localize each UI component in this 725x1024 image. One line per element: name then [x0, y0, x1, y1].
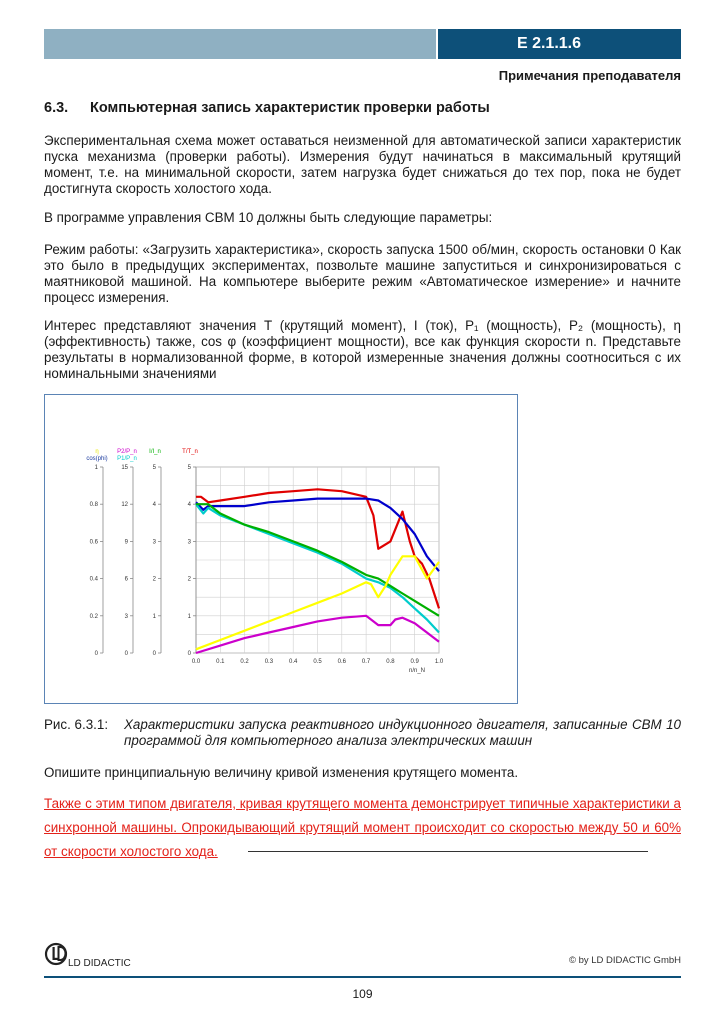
y-tick-label: 1	[187, 613, 191, 620]
x-tick-label: 0.0	[191, 659, 201, 665]
y-tick-label: 3	[187, 539, 191, 546]
y-axis-label: P2/P_n	[117, 449, 137, 455]
y-tick-label: 2	[152, 576, 156, 583]
y-tick-label: 3	[124, 613, 128, 620]
y-axis-label: T/T_n	[182, 449, 198, 455]
figure-caption-text: Характеристики запуска реактивного индукционного двигателя, записанные CBM 10 программой для компьютерного анализа электрических машин	[124, 717, 681, 748]
y-tick-label: 1	[152, 613, 156, 620]
y-tick-label: 4	[187, 502, 191, 509]
y-tick-label: 0.4	[89, 576, 98, 583]
x-tick-label: 0.8	[386, 659, 395, 665]
y-axis-label: I/I_n	[149, 449, 161, 455]
answer-text: Также с этим типом двигателя, кривая крутящего момента демонстрирует типичные характеристики а синхронной машины. Опрокидывающий крутящий момент происходит со скоростью между 50 и 60% от скорости холостого хода.	[44, 796, 681, 859]
section-title: Компьютерная запись характеристик проверки работы	[90, 100, 490, 116]
logo-text: LD DIDACTIC	[68, 958, 131, 969]
y-tick-label: 0.6	[89, 539, 98, 546]
y-tick-label: 4	[152, 502, 156, 509]
x-tick-label: 0.4	[289, 659, 298, 665]
x-tick-label: 0.5	[313, 659, 322, 665]
x-tick-label: 0.7	[361, 659, 371, 665]
paragraph-values: Интерес представляют значения T (крутящий момент), I (ток), P₁ (мощность), P₂ (мощность), η (эффективность) также, cos φ (коэффициент мощности), все как функция скорости n. Представьте результаты в нормализованной форме, в которой измеренные значения должны соотноситься с их номинальными значениями	[44, 318, 681, 381]
x-tick-label: 0.1	[216, 659, 225, 665]
y-tick-label: 15	[121, 465, 128, 471]
y-axis-label: η	[95, 449, 99, 455]
y-tick-label: 9	[124, 539, 128, 546]
document-code: E 2.1.1.6	[438, 29, 681, 59]
x-tick-label: 0.9	[410, 659, 419, 665]
question-text: Опишите принципиальную величину кривой изменения крутящего момента.	[44, 765, 519, 780]
y-tick-label: 0	[124, 651, 128, 657]
y-tick-label: 2	[187, 576, 191, 583]
figure-frame	[44, 394, 518, 704]
y-tick-label: 6	[124, 576, 128, 583]
paragraph-parameters: В программе управления CBM 10 должны быть следующие параметры:	[44, 210, 493, 225]
y-tick-label: 0	[187, 651, 191, 657]
y-axis-sublabel: P1/P_n	[117, 456, 137, 462]
answer-line	[248, 851, 648, 852]
y-tick-label: 0.8	[89, 502, 98, 509]
y-tick-label: 3	[152, 539, 156, 546]
y-tick-label: 0	[152, 651, 156, 657]
footer-divider	[44, 976, 681, 978]
y-tick-label: 12	[121, 502, 128, 509]
section-number: 6.3.	[44, 100, 69, 116]
header-subtitle: Примечания преподавателя	[498, 68, 681, 83]
page-number: 109	[352, 987, 373, 1001]
x-tick-label: 0.6	[337, 659, 346, 665]
figure-caption-label: Рис. 6.3.1:	[44, 717, 109, 732]
section-heading	[44, 100, 490, 116]
header-bar-decoration	[44, 29, 436, 59]
paragraph-mode: Режим работы: «Загрузить характеристика», скорость запуска 1500 об/мин, скорость остановки 0 Как это было в предыдущих экспериментах, позвольте машине запуститься и синхронизироваться с маятниковой машиной. На компьютере выберите режим «Автоматическое измерение» и начните процесс измерения.	[44, 242, 681, 305]
y-tick-label: 0	[94, 651, 98, 657]
y-tick-label: 5	[152, 465, 156, 471]
y-tick-label: 0.2	[89, 613, 98, 620]
x-axis-label: n/n_N	[409, 668, 426, 674]
y-tick-label: 5	[187, 465, 191, 471]
x-tick-label: 0.3	[264, 659, 274, 665]
y-axis-sublabel: cos(phi)	[86, 456, 108, 462]
y-tick-label: 1	[94, 465, 98, 471]
paragraph-intro: Экспериментальная схема может оставаться неизменной для автоматической записи характеристик пуска механизма (проверки работы). Измерения будут начинаться в максимальный крутящий момент, т.е. на минимальной скорости, затем нагрузка будет снижаться до тех пор, пока не будет достигнута скорость холостого хода.	[44, 133, 681, 196]
startup-characteristics-chart	[45, 395, 516, 702]
x-tick-label: 1.0	[434, 659, 444, 665]
copyright: © by LD DIDACTIC GmbH	[568, 955, 681, 966]
x-tick-label: 0.2	[240, 659, 249, 665]
